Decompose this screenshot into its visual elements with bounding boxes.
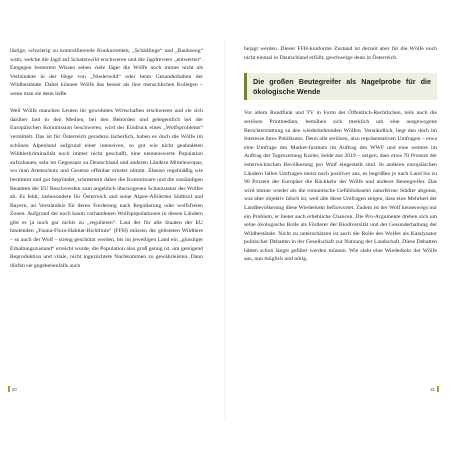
right-page [226, 0, 451, 451]
paragraph: Vor allem Rundfunk und TV in Form der Öffentlich-Rechtlichen, teils auch die seriösen Printmedien, bemühen sich merklich um eine ausgewogene Berichterstattung zu den wiederkehrenden Wölfen. Verständlich, liegt den doch im Interesse ihres Publikums. Denn alle seriösen, also repräsentativen Umfragen – etwa eine Umfrage des Market-Instituts im Auftrag des WWF und eine weitere im Auftrag der Tageszeitung Kurier, beide aus 2019 – zeigen, dass etwa 70 Prozent der österreichischen Bevölkerung pro Wolf eingestellt sind. In anderen europäischen Ländern fallen Umfragen meist noch positiver aus, es begrüßen je nach Land bis zu 90 Prozent der Europäer die Rückkehr der Wölfe und anderer Beutegreifer. Das wird immer wieder als die romantische Gefühlsduselei naturferner Städter abgetan, was aber objektiv falsch ist, weil alle diese Umfragen zeigen, dass eine Mehrheit der Landbevölkerung diese Wiederkehr befürwortet. Zudem ist der Wolf keineswegs nur ein Problem, er bietet auch erhebliche Chancen. Die Pro-Argumente drehen sich um seine ökologische Rolle als Förderer der Biodiversität und der Gesunderhaltung der Wildbestände. Nicht zu unterschätzen ist auch die Rolle des Wolfes als Katalysator politischer Debatten in der Gesellschaft zur Nutzung der Landschaft. Diese Debatten hätten schon längst geführt werden müssen. Wie sieht eine Wiederkehr der Wölfe aus, nun möglich und nötig. [244, 110, 437, 263]
left-text-column [10, 47, 203, 279]
paragraph: bejagt werden. Dieser FFH-konforme Zustand ist derzeit aber für die Wölfe noch nicht einmal in Deutschland erfüllt, geschweige denn in Österreich. [244, 46, 437, 61]
page-number-label: 20 [12, 386, 17, 392]
section-heading: Die großen Beutegreifer als Nagelprobe für die ökologische Wende [253, 77, 431, 96]
left-page [0, 0, 225, 451]
page-number-label: 21 [430, 386, 435, 392]
page-marker-icon [437, 386, 439, 392]
paragraph: lästige, schwierig zu kontrollierende Konkurrenten, „Schädlinge“ und „Raubzeug“ wahr, welche die Jagd auf Schalenwild erschweren und die Jagdreviere „entwerten“. Entgegen besserem Wissen sehen viele Jäger die Wölfe noch immer nicht als Verbündete in der Hege von „Niederwild“ oder beim Gesunderhalten der Wildbestände. Dabei können Wölfe das besser als ihre menschlichen Kollegen – wenn man sie denn ließe. [10, 48, 203, 97]
right-text-column [244, 45, 437, 273]
page-number-left [8, 386, 17, 392]
section-heading-box [244, 73, 437, 100]
page-marker-icon [8, 386, 10, 392]
paragraph: Weil Wölfe manchen Leuten ihr gewohntes Wirtschaften erschweren und sie sich darüber laut in den Medien, bei den Behörden und gelegentlich bei der Europäischen Kommission beschweren, wird der Eindruck eines „Wolfsproblems“ vermittelt. Das ist für Österreich geradezu lächerlich, haben es doch die Wölfe im schönen Alpenland aufgrund einer intensiven, so gut wie nicht geahndeten Wildtierkriminalität noch immer nicht geschafft, eine nennenswerte Population aufzubauen, sehr im Gegensatz zu Deutschland und anderen Ländern Mitteleuropas, wo man Artenschutz und Gesetze offenbar ernster nimmt. Ebenso regelmäßig wie bestimmt und gut begründet, schmettern daher die Kommissare und die zuständigen Beamten der EU Beschwerden zum angeblich überzogenen Schutzstatus des Wolfes ab. Es fehlt, insbesondere für Österreich und seine Alpen-Alliierten Südtirol und Bayern, an Verständnis für deren Forderung nach Regulierung oder wolfsfreien Zonen. Aufgrund der noch kaum vorhandenen Wolfspopulationen in diesen Ländern gibt es ja noch gar nichts zu „regulieren“. Laut der für alle Staaten der EU bindenden „Fauna-Flora-Habitat-Richtlinie“ (FFH) müssen die gelisteten Wildtiere – so auch der Wolf – streng geschützt werden, bis im jeweiligen Land ein „günstiger Erhaltungszustand“ erreicht wurde, die Population also groß genug ist, um genügend Reproduktion und vitale, nicht ingezüchtete Nachkommen zu gewährleisten. Dann dürfen sie gegebenenfalls auch [10, 108, 204, 269]
page-number-right [430, 386, 439, 392]
